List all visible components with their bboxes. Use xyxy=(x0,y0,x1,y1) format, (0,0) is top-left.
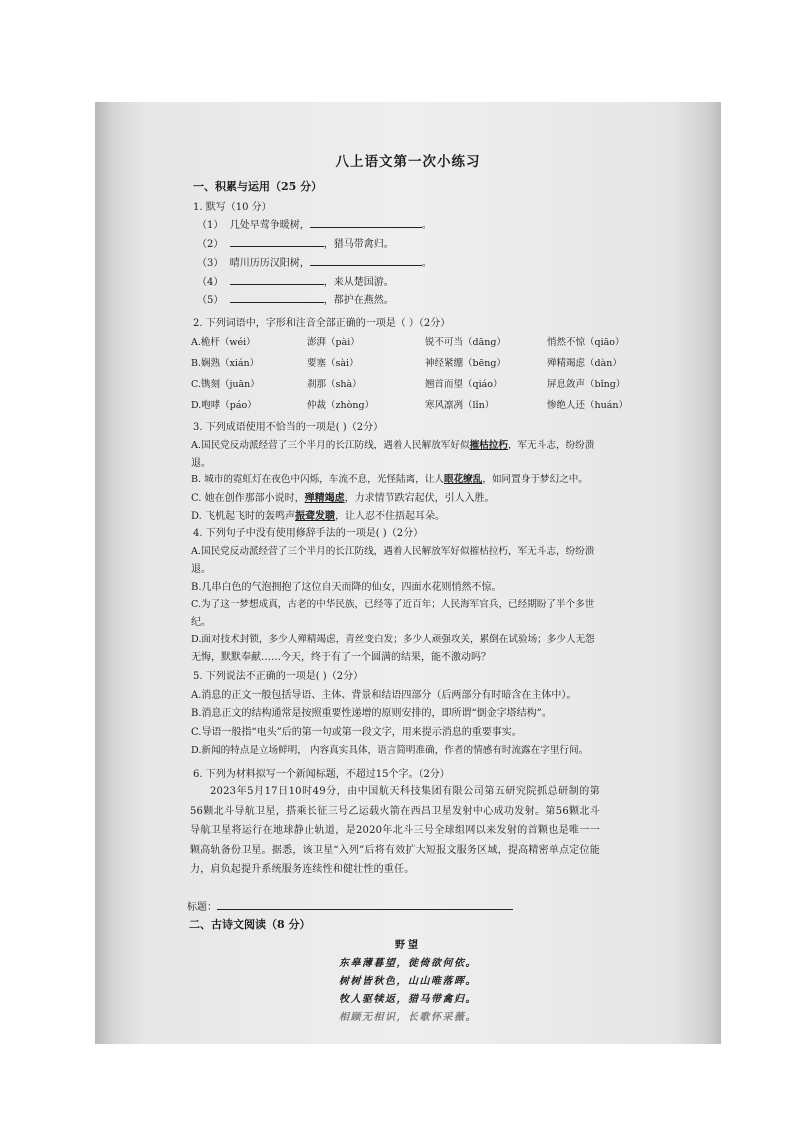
q2-option-a-word4: 悄然不惊（qiāo） xyxy=(547,337,625,348)
q1-item-2: （2） ，猎马带禽归。 xyxy=(197,239,394,250)
q2-option-b-word1: B.娴熟（xián） xyxy=(191,358,260,369)
q5-option-a: A.消息的正文一般包括导语、主体、背景和结语四部分（后两部分有时暗含在主体中）。 xyxy=(191,690,577,701)
answer-blank[interactable] xyxy=(310,218,422,228)
underlined-idiom: 摧枯拉朽 xyxy=(469,440,508,451)
q4-option-d: D.面对技术封锁，多少人殚精竭虑，青丝变白发；多少人顽强攻关，累倒在试验场；多少人无怨 xyxy=(191,634,595,645)
q3-heading: 3. 下列成语使用不恰当的一项是( )（2分） xyxy=(193,422,384,433)
q1-item-4: （4） ，来从楚国游。 xyxy=(197,277,394,288)
section-1-heading: 一、积累与运用（25 分） xyxy=(193,180,323,193)
q2-option-c-word1: C.镌刻（juān） xyxy=(191,379,260,390)
q2-option-d-word3: 寒风凛冽（lǐn） xyxy=(425,400,495,411)
q4-heading: 4. 下列句子中没有使用修辞手法的一项是( )（2分） xyxy=(193,528,424,539)
answer-blank[interactable] xyxy=(230,293,324,303)
q1-item-5: （5） ，都护在燕然。 xyxy=(197,295,394,306)
q4-option-b: B.几串白色的气泡拥抱了这位自天而降的仙女，四面水花则悄然不惊。 xyxy=(191,582,502,593)
q4-option-a-cont: 退。 xyxy=(191,564,211,575)
q5-option-c: C.导语一般指“电头”后的第一句或第一段文字，用来提示消息的重要事实。 xyxy=(191,727,522,738)
q1-item-1: （1） 几处早莺争暖树， 。 xyxy=(197,220,432,231)
q4-option-d-cont: 无悔，默默奉献……今天，终于有了一个圆满的结果，能不激动吗？ xyxy=(191,652,491,663)
q3-option-a-cont: 退。 xyxy=(191,458,211,469)
q3-option-d: D. 飞机起飞时的轰鸣声振聋发聩，让人忍不住捂起耳朵。 xyxy=(191,511,446,522)
answer-blank[interactable] xyxy=(310,256,422,266)
poem-line-3: 牧人驱犊返，猎马带禽归。 xyxy=(339,994,477,1005)
q5-heading: 5. 下列说法不正确的一项是( )（2分） xyxy=(193,671,364,682)
q2-option-c-word2: 刹那（shà） xyxy=(307,379,362,390)
headline-answer-blank[interactable] xyxy=(217,900,513,910)
q2-option-d-word4: 惨绝人还（huán） xyxy=(547,400,629,411)
page-title: 八上语文第一次小练习 xyxy=(335,154,481,170)
q3-option-b: B. 城市的霓虹灯在夜色中闪烁，车流不息，光怪陆离，让人眼花缭乱，如同置身于梦幻之中。 xyxy=(191,474,588,485)
q4-option-a: A.国民党反动派经营了三个半月的长江防线，遇着人民解放军好似摧枯拉朽，军无斗志，纷纷溃 xyxy=(191,546,595,557)
underlined-idiom: 振聋发聩 xyxy=(295,511,336,522)
q2-option-a-word2: 澎湃（pài） xyxy=(307,337,360,348)
q2-option-b-word3: 神经紧绷（bēng） xyxy=(425,358,506,369)
poem-title: 野望 xyxy=(395,940,421,951)
q2-option-c-word3: 翘首而望（qiáo） xyxy=(425,379,503,390)
q4-option-c-cont: 纪。 xyxy=(191,617,211,628)
q2-option-a-word1: A.桅杆（wéi） xyxy=(191,337,256,348)
q3-option-c: C. 她在创作那部小说时，殚精竭虑，力求情节跌宕起伏，引人入胜。 xyxy=(191,493,495,504)
q6-heading: 6. 下列为材料拟写一个新闻标题，不超过15个字。（2分） xyxy=(193,769,450,780)
underlined-idiom: 殚精竭虑 xyxy=(304,493,345,504)
underlined-idiom: 眼花缭乱 xyxy=(444,474,483,485)
q6-answer-line: 标题： xyxy=(187,898,513,913)
q2-option-d-word1: D.咆哮（páo） xyxy=(191,400,257,411)
q2-option-d-word2: 仲裁（zhòng） xyxy=(307,400,375,411)
q5-option-d: D.新闻的特点是立场鲜明， 内容真实具体，语言简明准确，作者的情感有时流露在字里行间。 xyxy=(191,745,589,756)
q6-material-paragraph: 2023年5月17日10时49分，由中国航天科技集团有限公司第五研究院抓总研制的第56颗北斗导航卫星，搭乘长征三号乙运载火箭在西昌卫星发射中心成功发射。第56颗北斗导航卫星将运行在地球静止轨道，是2020年北斗三号全球组网以来发射的首颗也是唯一一颗高轨备份卫星。据悉，该卫星“入列”后将有效扩大短报文服务区域，提高精密单点定位能力，肩负起提升系统服务连续性和健壮性的重任。 xyxy=(190,786,600,875)
q3-option-a: A.国民党反动派经营了三个半月的长江防线，遇着人民解放军好似摧枯拉朽，军无斗志，纷纷溃 xyxy=(191,440,595,451)
poem-line-2: 树树皆秋色，山山唯落晖。 xyxy=(339,976,477,987)
answer-blank[interactable] xyxy=(230,237,324,247)
poem-line-1: 东皋薄暮望，徙倚欲何依。 xyxy=(339,958,477,969)
q1-heading: 1. 默写（10 分） xyxy=(193,202,272,213)
q2-option-b-word4: 殚精竭虑（dàn） xyxy=(547,358,622,369)
photographed-exam-sheet xyxy=(95,102,721,1044)
poem-line-4: 相顾无相识，长歌怀采薇。 xyxy=(339,1012,477,1023)
q2-option-b-word2: 要塞（sài） xyxy=(307,358,359,369)
q5-option-b: B.消息正文的结构通常是按照重要性递增的原则安排的，即所谓“倒金字塔结构”。 xyxy=(191,708,552,719)
q2-option-c-word4: 屏息敛声（bǐng） xyxy=(547,379,626,390)
q4-option-c: C.为了这一梦想成真，古老的中华民族，已经等了近百年；人民海军官兵，已经期盼了半个多世 xyxy=(191,599,595,610)
answer-blank[interactable] xyxy=(230,275,324,285)
q2-heading: 2. 下列词语中，字形和注音全部正确的一项是（ ）（2分） xyxy=(193,318,451,329)
q2-option-a-word3: 锐不可当（dāng） xyxy=(425,337,506,348)
q1-item-3: （3） 晴川历历汉阳树， 。 xyxy=(197,258,432,269)
section-2-heading: 二、古诗文阅读（8 分） xyxy=(189,918,311,931)
